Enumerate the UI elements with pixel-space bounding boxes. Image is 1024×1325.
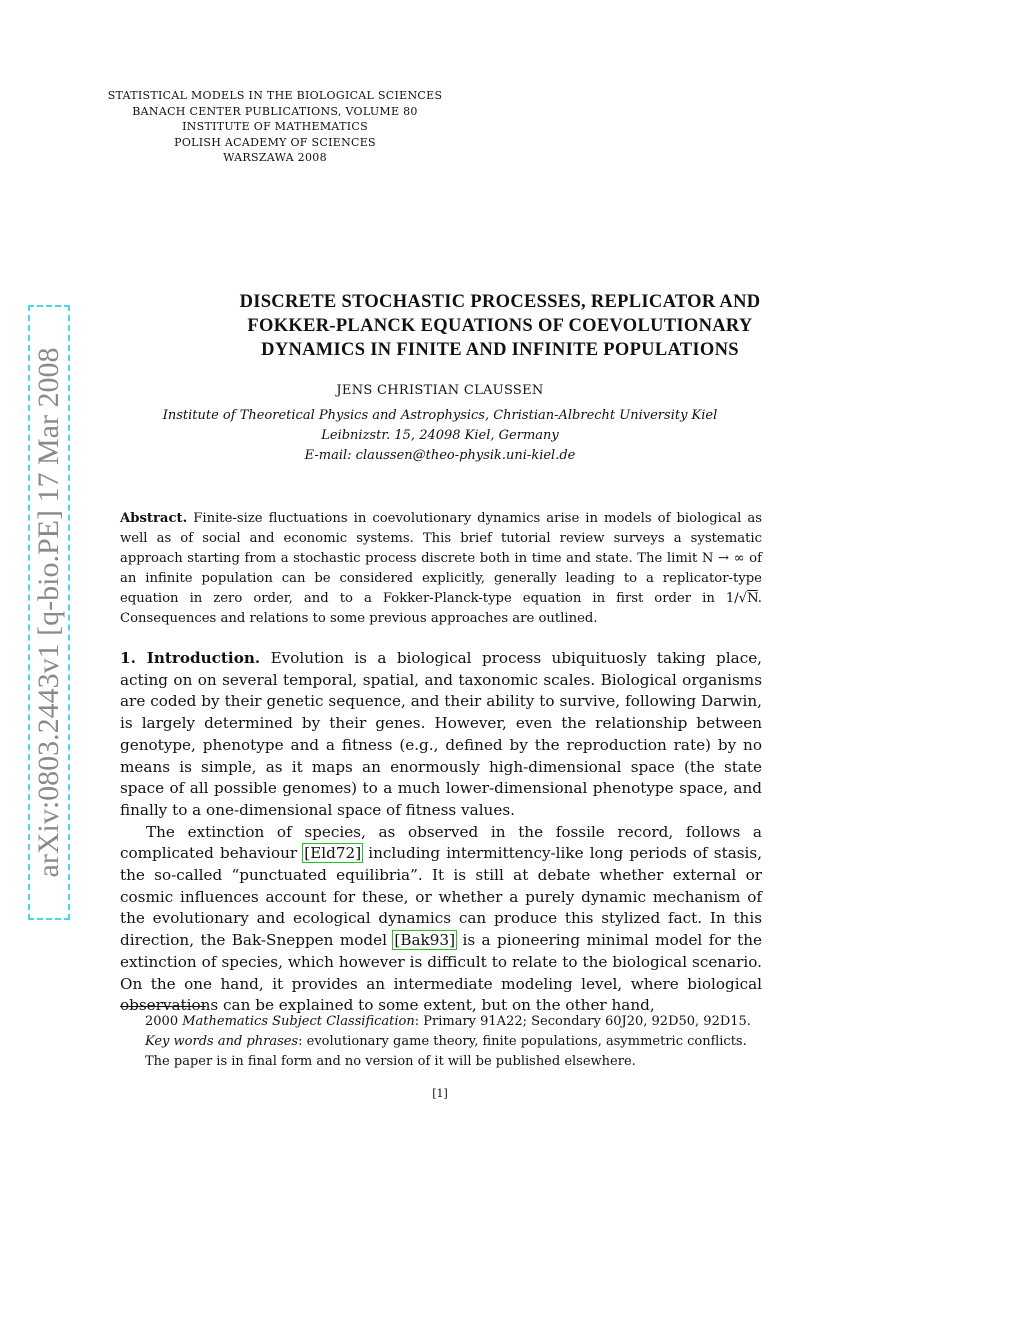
footnote-msc-codes: : Primary 91A22; Secondary 60J20, 92D50, 92D15. — [414, 1014, 751, 1029]
footnote-keywords-label: Key words and phrases — [145, 1034, 299, 1049]
footnote-keywords-text: : evolutionary game theory, finite populations, asymmetric conflicts. — [298, 1034, 747, 1049]
paragraph-text: including intermittency-like long periods of stasis, the so-called “punctuated equilibria”. It is still at debate whether external or cosmic influences account for these, or whether a purely dynamic mechanism of the evolutionary and ecological dynamics can produce this stylized fact. In this direction, the Bak-Sneppen model — [120, 844, 763, 950]
citation-link-eld72[interactable]: [Eld72] — [304, 844, 362, 863]
series-line: STATISTICAL MODELS IN THE BIOLOGICAL SCIENCES — [107, 89, 443, 102]
affiliation-institute: Institute of Theoretical Physics and Astrophysics, Christian-Albrecht University Kiel — [162, 408, 718, 423]
abstract-text: Finite-size fluctuations in coevolutionary dynamics arise in models of biological as well as of social and economic systems. This brief tutorial review surveys a systematic approach starting from a stochastic process discrete both in time and state. The limit N → ∞ of an infinite population can be considered explicitly, generally leading to a replicator-type equation in zero order, and to a Fokker-Planck-type equation in first order in 1/√ — [120, 511, 762, 606]
series-line: INSTITUTE OF MATHEMATICS — [182, 120, 368, 133]
paper-title — [110, 290, 890, 362]
author-name: JENS CHRISTIAN CLAUSSEN — [336, 383, 544, 398]
series-line: WARSZAWA 2008 — [223, 151, 327, 164]
paragraph-text: The extinction of species, as observed in the fossile record, follows a complicated behaviour — [120, 822, 762, 863]
abstract-text-end: . Consequences and relations to some previous approaches are outlined. — [120, 591, 762, 626]
footnote-msc-label: Mathematics Subject Classification — [182, 1014, 415, 1029]
affiliation-address: Leibnizstr. 15, 24098 Kiel, Germany — [321, 428, 559, 443]
paragraph-text: is a pioneering minimal model for the extinction of species, which however is difficult to relate to the biological scenario. On the one hand, it provides an intermediate modeling level, where biological observations can be explained to some extent, but on the other hand, — [120, 931, 763, 1015]
intro-paragraph-1 — [120, 648, 762, 822]
arxiv-identifier-stamp[interactable]: arXiv:0803.2443v1 [q-bio.PE] 17 Mar 2008 — [28, 305, 70, 920]
series-line: BANACH CENTER PUBLICATIONS, VOLUME 80 — [132, 104, 418, 118]
footnote-year: 2000 — [145, 1014, 179, 1029]
page-number: [1] — [432, 1087, 448, 1100]
title-line: DYNAMICS IN FINITE AND INFINITE POPULATIONS — [261, 340, 739, 360]
footnote-publication-note: The paper is in final form and no version of it will be published elsewhere. — [145, 1054, 636, 1069]
footnote-keywords — [145, 1032, 785, 1052]
introduction-section — [120, 648, 762, 1017]
section-heading: 1. Introduction. — [120, 649, 261, 667]
footnote-rule — [120, 1006, 206, 1007]
abstract — [120, 509, 762, 629]
citation-link-bak93[interactable]: [Bak93] — [394, 931, 456, 950]
series-line: POLISH ACADEMY OF SCIENCES — [174, 135, 376, 149]
paragraph-text: Evolution is a biological process ubiquituosly taking place, acting on on several temporal, spatial, and taxonomic scales. Biological organisms are coded by their genetic sequence, and their ability to survive, following Darwin, is largely determined by their genes. However, even the relationship between genotype, phenotype and a fitness (e.g., defined by the reproduction rate) by no means is simple, as it maps an enormously high-dimensional space (the state space of all possible genomes) to a much lower-dimensional phenotype space, and finally to a one-dimensional space of fitness values. — [120, 649, 763, 819]
footnotes — [145, 1012, 785, 1072]
title-line: FOKKER-PLANCK EQUATIONS OF COEVOLUTIONARY — [247, 316, 753, 336]
affiliation-email: E-mail: claussen@theo-physik.uni-kiel.de — [304, 448, 576, 463]
series-header — [60, 88, 490, 166]
intro-paragraph-2 — [120, 822, 762, 1017]
abstract-sqrt-n: N — [747, 591, 758, 606]
abstract-label: Abstract. — [120, 511, 188, 526]
footnote-msc — [145, 1012, 785, 1032]
affiliation-block — [110, 406, 770, 466]
title-line: DISCRETE STOCHASTIC PROCESSES, REPLICATOR AND — [239, 292, 761, 312]
